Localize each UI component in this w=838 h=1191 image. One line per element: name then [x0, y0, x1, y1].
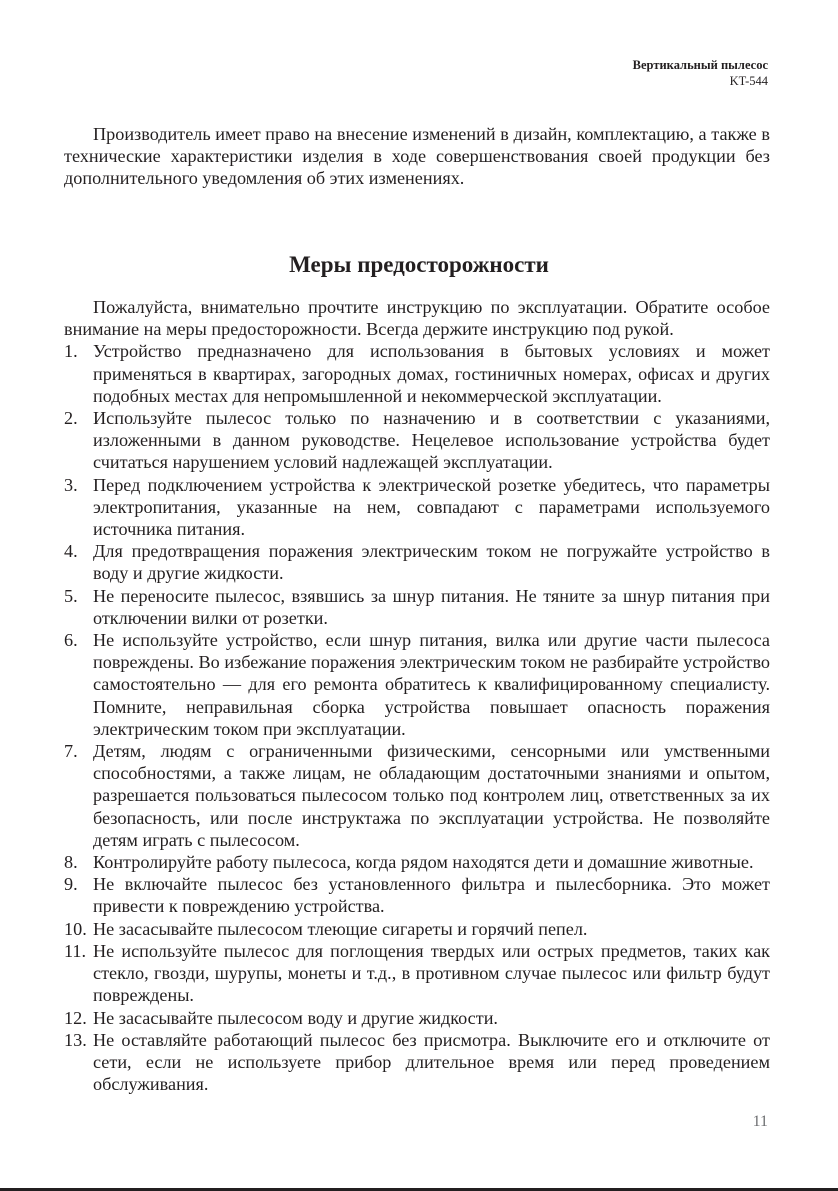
list-item: [64, 540, 770, 584]
safety-section: [64, 296, 770, 1095]
item-text: Не засасывайте пылесосом воду и другие жидкости.: [93, 1007, 498, 1028]
list-item: [64, 1029, 770, 1096]
item-number: 8.: [64, 852, 78, 873]
item-number: 4.: [64, 541, 78, 562]
item-number: 5.: [64, 585, 78, 606]
list-item: [64, 1007, 770, 1029]
item-text: Не переносите пылесос, взявшись за шнур питания. Не тяните за шнур питания при отключении вилки от розетки.: [93, 585, 770, 628]
model-number: KT-544: [729, 74, 768, 88]
item-number: 12.: [64, 1007, 87, 1028]
list-item: [64, 940, 770, 1007]
section-title: Меры предосторожности: [289, 252, 549, 277]
safety-rules-list: [64, 340, 770, 1095]
list-item: [64, 340, 770, 407]
item-number: 13.: [64, 1029, 87, 1050]
product-name: Вертикальный пылесос: [632, 58, 768, 72]
item-number: 7.: [64, 741, 78, 762]
item-text: Используйте пылесос только по назначению и в соответствии с указаниями, изложенными в данном руководстве. Нецелевое использование устройства будет считаться нарушением условий надлежащей эксплуатации.: [93, 408, 770, 473]
page-number: 11: [752, 1113, 768, 1130]
item-number: 11.: [64, 940, 87, 961]
item-text: Не используйте устройство, если шнур питания, вилка или другие части пылесоса повреждены. Во избежание поражения электрическим током не разбирайте устройство самостоятельно — для его ремонта обратитесь к квалифицированному специалисту. Помните, неправильная сборка устройства повышает опасность поражения электрическим током при эксплуатации.: [93, 630, 770, 739]
item-text: Контролируйте работу пылесоса, когда рядом находятся дети и домашние животные.: [93, 852, 754, 873]
item-number: 2.: [64, 408, 78, 429]
item-number: 3.: [64, 474, 78, 495]
item-text: Не засасывайте пылесосом тлеющие сигареты и горячий пепел.: [93, 918, 588, 939]
item-text: Не включайте пылесос без установленного фильтра и пылесборника. Это может привести к повреждению устройства.: [93, 874, 770, 917]
list-item: [64, 407, 770, 474]
list-item: [64, 873, 770, 917]
item-number: 10.: [64, 918, 87, 939]
item-number: 6.: [64, 630, 78, 651]
item-text: Детям, людям с ограниченными физическими, сенсорными или умственными способностями, а также лицам, не обладающим достаточными знаниями и опытом, разрешается пользоваться пылесосом только под контролем лиц, ответственных за их безопасность, или после инструктажа по эксплуатации устройства. Не позволяйте детям играть с пылесосом.: [93, 741, 770, 850]
item-text: Перед подключением устройства к электрической розетке убедитесь, что параметры электропитания, указанные на нем, совпадают с параметрами используемого источника питания.: [93, 474, 770, 540]
list-item: [64, 740, 770, 851]
item-text: Не используйте пылесос для поглощения твердых или острых предметов, таких как стекло, гвозди, шурупы, монеты и т.д., в противном случае пылесос или фильтр будут повреждены.: [93, 940, 770, 1006]
item-text: Не оставляйте работающий пылесос без присмотра. Выключите его и отключите от сети, если не используете прибор длительное время или перед проведением обслуживания.: [93, 1029, 770, 1095]
list-item: [64, 474, 770, 541]
item-number: 1.: [64, 341, 78, 362]
intro-paragraph: Производитель имеет право на внесение изменений в дизайн, комплектацию, а также в технические характеристики изделия в ходе совершенствования своей продукции без дополнительного уведомления об этих изменениях.: [64, 124, 770, 189]
item-number: 9.: [64, 874, 78, 895]
list-item: [64, 918, 770, 940]
list-item: [64, 585, 770, 629]
item-text: Для предотвращения поражения электрическим током не погружайте устройство в воду и другие жидкости.: [93, 541, 770, 584]
page-header: [633, 57, 768, 89]
item-text: Устройство предназначено для использования в бытовых условиях и может применяться в квартирах, загородных домах, гостиничных номерах, офисах и других подобных местах для непромышленной и некоммерческой эксплуатации.: [93, 341, 770, 406]
lead-paragraph: Пожалуйста, внимательно прочтите инструкцию по эксплуатации. Обратите особое внимание на меры предосторожности. Всегда держите инструкцию под рукой.: [64, 297, 770, 340]
list-item: [64, 851, 770, 873]
list-item: [64, 629, 770, 740]
